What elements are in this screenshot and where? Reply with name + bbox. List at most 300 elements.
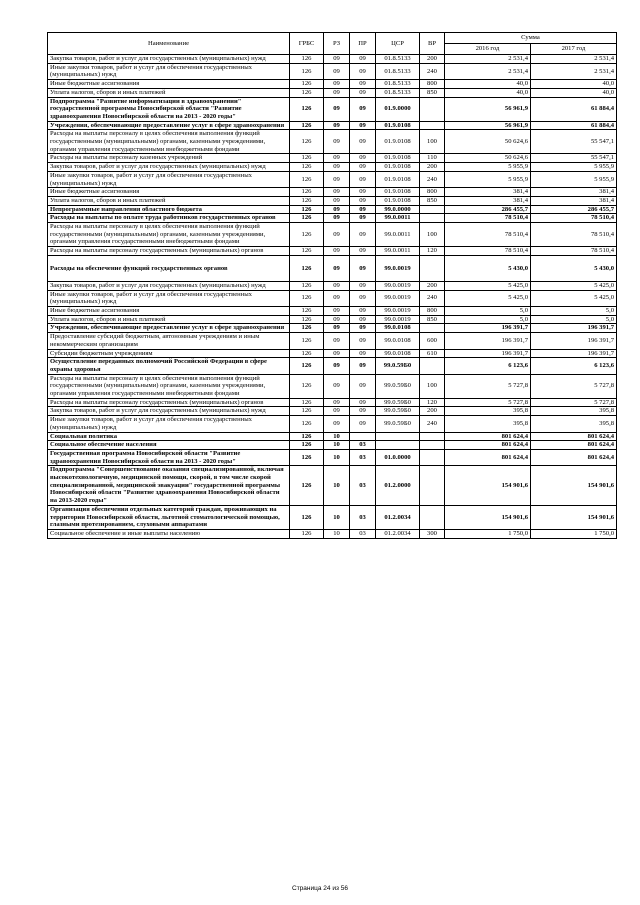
row-csr: 01.9.0108 <box>376 121 420 130</box>
row-rz: 09 <box>324 80 350 89</box>
row-grbs: 126 <box>290 196 324 205</box>
row-sum-2017: 801 624,4 <box>531 432 617 441</box>
row-sum-2017: 154 901,6 <box>531 505 617 529</box>
row-name: Иные закупки товаров, работ и услуг для обеспечения государственных (муниципальных) нужд <box>48 63 290 79</box>
row-sum-2016: 5 430,0 <box>445 255 531 281</box>
row-vr: 120 <box>420 398 445 407</box>
row-rz: 09 <box>324 97 350 121</box>
row-sum-2016: 50 624,6 <box>445 154 531 163</box>
row-grbs: 126 <box>290 121 324 130</box>
row-name: Расходы на выплаты персоналу государственных (муниципальных) органов <box>48 247 290 256</box>
row-sum-2016: 1 750,0 <box>445 529 531 538</box>
row-vr: 240 <box>420 290 445 306</box>
row-sum-2016: 5 955,9 <box>445 171 531 187</box>
row-sum-2017: 5,0 <box>531 306 617 315</box>
row-vr: 240 <box>420 63 445 79</box>
row-sum-2017: 5 727,8 <box>531 398 617 407</box>
row-rz: 10 <box>324 449 350 465</box>
row-csr: 99.0.59Б0 <box>376 374 420 398</box>
header-rz: РЗ <box>324 33 350 55</box>
row-pr: 09 <box>350 196 376 205</box>
row-rz: 09 <box>324 196 350 205</box>
row-name: Иные закупки товаров, работ и услуг для обеспечения государственных (муниципальных) нужд <box>48 171 290 187</box>
row-grbs: 126 <box>290 306 324 315</box>
row-name: Закупка товаров, работ и услуг для государственных (муниципальных) нужд <box>48 55 290 64</box>
row-vr: 240 <box>420 416 445 432</box>
page-number: Страница 24 из 56 <box>292 885 348 892</box>
row-vr: 610 <box>420 349 445 358</box>
row-sum-2016: 78 510,4 <box>445 247 531 256</box>
row-grbs: 126 <box>290 398 324 407</box>
row-sum-2017: 5 727,8 <box>531 374 617 398</box>
row-sum-2016: 5 955,9 <box>445 163 531 172</box>
row-name: Закупка товаров, работ и услуг для государственных (муниципальных) нужд <box>48 281 290 290</box>
row-name: Организация обеспечения отдельных категорий граждан, проживающих на территории Новосибирской области, льготной стоматологической помощью, глазными протезированием, слуховыми аппаратами <box>48 505 290 529</box>
row-pr: 09 <box>350 154 376 163</box>
table-row <box>48 398 617 407</box>
row-sum-2016: 56 961,9 <box>445 121 531 130</box>
row-sum-2017: 5,0 <box>531 315 617 324</box>
row-name: Государственная программа Новосибирской области "Развитие здравоохранения Новосибирской области на 2013 - 2020 годы" <box>48 449 290 465</box>
row-pr: 09 <box>350 374 376 398</box>
row-csr: 01.9.0108 <box>376 163 420 172</box>
header-vr: ВР <box>420 33 445 55</box>
row-pr: 03 <box>350 449 376 465</box>
row-rz: 09 <box>324 416 350 432</box>
table-row <box>48 154 617 163</box>
header-sum: Сумма <box>445 33 617 44</box>
row-name: Предоставление субсидий бюджетным, автономным учреждениям и иным некоммерческим организациям <box>48 333 290 349</box>
table-row <box>48 290 617 306</box>
row-rz: 09 <box>324 306 350 315</box>
row-sum-2017: 61 884,4 <box>531 121 617 130</box>
row-sum-2017: 1 750,0 <box>531 529 617 538</box>
row-name: Социальное обеспечение и иные выплаты населению <box>48 529 290 538</box>
row-rz: 10 <box>324 432 350 441</box>
row-name: Осуществление переданных полномочий Российской Федерации в сфере охраны здоровья <box>48 358 290 374</box>
row-sum-2016: 5 727,8 <box>445 398 531 407</box>
row-name: Расходы на выплаты персоналу в целях обеспечения выполнения функций государственными (муниципальными) органами, казенными учреждениями, органами управления государственными внебюджетными фондами <box>48 223 290 247</box>
row-grbs: 126 <box>290 281 324 290</box>
table-row <box>48 441 617 450</box>
row-grbs: 126 <box>290 358 324 374</box>
row-name: Иные бюджетные ассигнования <box>48 306 290 315</box>
row-sum-2016: 381,4 <box>445 196 531 205</box>
row-sum-2016: 395,8 <box>445 407 531 416</box>
row-pr: 09 <box>350 88 376 97</box>
table-row <box>48 55 617 64</box>
row-name: Уплата налогов, сборов и иных платежей <box>48 315 290 324</box>
row-csr: 01.8.5133 <box>376 88 420 97</box>
table-row <box>48 97 617 121</box>
row-pr <box>350 432 376 441</box>
row-grbs: 126 <box>290 315 324 324</box>
row-name: Субсидии бюджетным учреждениям <box>48 349 290 358</box>
row-pr: 03 <box>350 505 376 529</box>
row-name: Иные закупки товаров, работ и услуг для обеспечения государственных (муниципальных) нужд <box>48 416 290 432</box>
row-grbs: 126 <box>290 466 324 506</box>
header-csr: ЦСР <box>376 33 420 55</box>
row-rz: 09 <box>324 88 350 97</box>
row-rz: 09 <box>324 63 350 79</box>
row-rz: 09 <box>324 205 350 214</box>
row-grbs: 126 <box>290 188 324 197</box>
row-vr <box>420 505 445 529</box>
row-csr: 99.0.59Б0 <box>376 416 420 432</box>
row-grbs: 126 <box>290 407 324 416</box>
row-sum-2017: 196 391,7 <box>531 349 617 358</box>
table-row <box>48 196 617 205</box>
row-csr <box>376 441 420 450</box>
row-sum-2016: 5,0 <box>445 315 531 324</box>
row-rz: 09 <box>324 407 350 416</box>
row-csr: 01.9.0108 <box>376 130 420 154</box>
row-pr: 09 <box>350 290 376 306</box>
row-csr: 01.8.5133 <box>376 55 420 64</box>
row-rz: 09 <box>324 130 350 154</box>
row-sum-2017: 286 455,7 <box>531 205 617 214</box>
row-sum-2017: 154 901,6 <box>531 466 617 506</box>
row-rz: 09 <box>324 223 350 247</box>
row-vr <box>420 432 445 441</box>
row-rz: 09 <box>324 290 350 306</box>
row-sum-2016: 50 624,6 <box>445 130 531 154</box>
row-vr <box>420 205 445 214</box>
row-vr <box>420 466 445 506</box>
table-row <box>48 432 617 441</box>
row-sum-2016: 40,0 <box>445 80 531 89</box>
row-sum-2017: 40,0 <box>531 88 617 97</box>
row-sum-2016: 6 123,6 <box>445 358 531 374</box>
row-sum-2017: 6 123,6 <box>531 358 617 374</box>
row-vr: 800 <box>420 306 445 315</box>
row-rz: 09 <box>324 281 350 290</box>
row-sum-2016: 381,4 <box>445 188 531 197</box>
row-vr: 200 <box>420 163 445 172</box>
row-pr: 09 <box>350 407 376 416</box>
row-grbs: 126 <box>290 324 324 333</box>
table-row <box>48 188 617 197</box>
row-vr: 850 <box>420 88 445 97</box>
row-pr: 09 <box>350 171 376 187</box>
row-name: Расходы на выплаты персоналу казенных учреждений <box>48 154 290 163</box>
row-name: Подпрограмма "Развитие информатизации в здравоохранении" государственной программы Новосибирской области "Развитие здравоохранения Новосибирской области на 2013 - 2020 годы" <box>48 97 290 121</box>
row-pr: 09 <box>350 97 376 121</box>
row-grbs: 126 <box>290 97 324 121</box>
row-sum-2016: 2 531,4 <box>445 55 531 64</box>
row-vr: 850 <box>420 315 445 324</box>
row-grbs: 126 <box>290 255 324 281</box>
row-sum-2017: 55 547,1 <box>531 130 617 154</box>
table-row <box>48 416 617 432</box>
header-grbs: ГРБС <box>290 33 324 55</box>
table-row <box>48 63 617 79</box>
row-vr <box>420 441 445 450</box>
row-csr: 99.0.0019 <box>376 281 420 290</box>
row-pr: 09 <box>350 306 376 315</box>
row-name: Уплата налогов, сборов и иных платежей <box>48 196 290 205</box>
row-name: Непрограммные направления областного бюджета <box>48 205 290 214</box>
row-grbs: 126 <box>290 290 324 306</box>
table-row <box>48 324 617 333</box>
row-sum-2016: 801 624,4 <box>445 449 531 465</box>
row-csr: 99.0.0011 <box>376 214 420 223</box>
row-name: Расходы на выплаты по оплате труда работников государственных органов <box>48 214 290 223</box>
row-rz: 09 <box>324 358 350 374</box>
row-grbs: 126 <box>290 130 324 154</box>
row-csr: 99.0.0108 <box>376 349 420 358</box>
row-vr <box>420 324 445 333</box>
row-name: Учреждения, обеспечивающие предоставление услуг в сфере здравоохранения <box>48 324 290 333</box>
table-row <box>48 505 617 529</box>
row-grbs: 126 <box>290 333 324 349</box>
row-name: Расходы на выплаты персоналу государственных (муниципальных) органов <box>48 398 290 407</box>
header-2017: 2017 год <box>531 44 617 55</box>
table-row <box>48 223 617 247</box>
row-name: Иные бюджетные ассигнования <box>48 80 290 89</box>
row-grbs: 126 <box>290 449 324 465</box>
row-csr: 01.9.0108 <box>376 188 420 197</box>
row-pr: 09 <box>350 188 376 197</box>
table-row <box>48 247 617 256</box>
row-vr: 200 <box>420 55 445 64</box>
row-grbs: 126 <box>290 374 324 398</box>
row-rz: 09 <box>324 55 350 64</box>
row-grbs: 126 <box>290 88 324 97</box>
row-name: Учреждения, обеспечивающие предоставление услуг в сфере здравоохранения <box>48 121 290 130</box>
table-row <box>48 466 617 506</box>
row-grbs: 126 <box>290 214 324 223</box>
row-vr: 120 <box>420 247 445 256</box>
row-sum-2017: 2 531,4 <box>531 55 617 64</box>
row-vr: 100 <box>420 130 445 154</box>
table-row <box>48 80 617 89</box>
row-sum-2017: 5 955,9 <box>531 163 617 172</box>
row-grbs: 126 <box>290 432 324 441</box>
row-rz: 09 <box>324 349 350 358</box>
row-sum-2017: 78 510,4 <box>531 247 617 256</box>
row-name: Подпрограмма "Совершенствование оказания специализированной, включая высокотехнологичную, медицинской помощи, скорой, в том числе скорой специализированной, медицинской эвакуации" государственной программы Новосибирской области "Развитие здравоохранения Новосибирской области на 2013-2020 годы" <box>48 466 290 506</box>
row-csr: 99.0.59Б0 <box>376 407 420 416</box>
row-sum-2017: 61 884,4 <box>531 97 617 121</box>
row-vr: 100 <box>420 223 445 247</box>
row-csr: 99.0.0108 <box>376 324 420 333</box>
budget-table <box>47 32 617 539</box>
row-sum-2017: 801 624,4 <box>531 449 617 465</box>
row-vr: 200 <box>420 281 445 290</box>
row-grbs: 126 <box>290 223 324 247</box>
row-rz: 10 <box>324 505 350 529</box>
row-vr: 100 <box>420 374 445 398</box>
row-sum-2016: 2 531,4 <box>445 63 531 79</box>
row-grbs: 126 <box>290 247 324 256</box>
table-row <box>48 449 617 465</box>
row-sum-2016: 78 510,4 <box>445 223 531 247</box>
row-rz: 09 <box>324 324 350 333</box>
row-name: Уплата налогов, сборов и иных платежей <box>48 88 290 97</box>
row-csr: 99.0.0108 <box>376 333 420 349</box>
row-pr: 03 <box>350 466 376 506</box>
row-csr: 99.0.0019 <box>376 315 420 324</box>
row-sum-2017: 78 510,4 <box>531 223 617 247</box>
row-grbs: 126 <box>290 416 324 432</box>
row-sum-2017: 40,0 <box>531 80 617 89</box>
row-pr: 09 <box>350 130 376 154</box>
row-sum-2017: 5 425,0 <box>531 290 617 306</box>
row-pr: 09 <box>350 416 376 432</box>
row-grbs: 126 <box>290 80 324 89</box>
row-name: Расходы на выплаты персоналу в целях обеспечения выполнения функций государственными (муниципальными) органами, казенными учреждениями, органами управления государственными внебюджетными фондами <box>48 130 290 154</box>
row-sum-2016: 801 624,4 <box>445 432 531 441</box>
row-name: Социальная политика <box>48 432 290 441</box>
row-grbs: 126 <box>290 349 324 358</box>
row-pr: 09 <box>350 358 376 374</box>
row-csr: 99.0.0000 <box>376 205 420 214</box>
row-sum-2017: 196 391,7 <box>531 333 617 349</box>
row-pr: 09 <box>350 398 376 407</box>
row-pr: 09 <box>350 223 376 247</box>
table-row <box>48 407 617 416</box>
row-sum-2017: 55 547,1 <box>531 154 617 163</box>
row-vr: 240 <box>420 171 445 187</box>
header-2016: 2016 год <box>445 44 531 55</box>
row-vr: 800 <box>420 80 445 89</box>
row-csr: 01.9.0108 <box>376 171 420 187</box>
row-pr: 09 <box>350 315 376 324</box>
row-csr: 99.0.59Б0 <box>376 358 420 374</box>
row-sum-2016: 5,0 <box>445 306 531 315</box>
row-grbs: 126 <box>290 63 324 79</box>
row-sum-2016: 196 391,7 <box>445 349 531 358</box>
row-sum-2017: 801 624,4 <box>531 441 617 450</box>
row-sum-2016: 801 624,4 <box>445 441 531 450</box>
row-name: Иные бюджетные ассигнования <box>48 188 290 197</box>
row-pr: 09 <box>350 214 376 223</box>
row-name: Иные закупки товаров, работ и услуг для обеспечения государственных (муниципальных) нужд <box>48 290 290 306</box>
table-row <box>48 171 617 187</box>
row-sum-2017: 381,4 <box>531 196 617 205</box>
row-vr: 300 <box>420 529 445 538</box>
row-pr: 09 <box>350 255 376 281</box>
table-row <box>48 205 617 214</box>
row-rz: 09 <box>324 247 350 256</box>
row-sum-2016: 154 901,6 <box>445 505 531 529</box>
row-grbs: 126 <box>290 529 324 538</box>
row-rz: 10 <box>324 441 350 450</box>
table-row <box>48 349 617 358</box>
row-name: Расходы на обеспечение функций государственных органов <box>48 255 290 281</box>
row-rz: 09 <box>324 315 350 324</box>
row-pr: 09 <box>350 281 376 290</box>
row-csr: 01.2.0034 <box>376 529 420 538</box>
row-vr <box>420 121 445 130</box>
row-pr: 09 <box>350 247 376 256</box>
row-sum-2016: 56 961,9 <box>445 97 531 121</box>
row-csr: 01.8.5133 <box>376 80 420 89</box>
row-pr: 09 <box>350 205 376 214</box>
row-rz: 09 <box>324 333 350 349</box>
row-csr: 99.0.0019 <box>376 255 420 281</box>
header-pr: ПР <box>350 33 376 55</box>
row-sum-2017: 395,8 <box>531 416 617 432</box>
row-rz: 09 <box>324 171 350 187</box>
row-name: Расходы на выплаты персоналу в целях обеспечения выполнения функций государственными (муниципальными) органами, казенными учреждениями, органами управления государственными внебюджетными фондами <box>48 374 290 398</box>
row-csr <box>376 432 420 441</box>
row-pr: 03 <box>350 529 376 538</box>
row-rz: 09 <box>324 255 350 281</box>
row-vr: 600 <box>420 333 445 349</box>
row-pr: 09 <box>350 333 376 349</box>
row-sum-2017: 5 430,0 <box>531 255 617 281</box>
row-sum-2017: 395,8 <box>531 407 617 416</box>
row-grbs: 126 <box>290 154 324 163</box>
row-vr: 110 <box>420 154 445 163</box>
row-name: Социальное обеспечение населения <box>48 441 290 450</box>
row-csr: 99.0.0011 <box>376 247 420 256</box>
row-rz: 10 <box>324 529 350 538</box>
row-grbs: 126 <box>290 171 324 187</box>
row-vr <box>420 214 445 223</box>
table-row <box>48 306 617 315</box>
row-csr: 01.8.5133 <box>376 63 420 79</box>
row-vr: 800 <box>420 188 445 197</box>
row-sum-2017: 5 425,0 <box>531 281 617 290</box>
row-csr: 01.2.0000 <box>376 466 420 506</box>
row-sum-2016: 78 510,4 <box>445 214 531 223</box>
table-row <box>48 163 617 172</box>
row-vr: 200 <box>420 407 445 416</box>
row-csr: 01.9.0108 <box>376 154 420 163</box>
table-body <box>48 55 617 539</box>
row-grbs: 126 <box>290 55 324 64</box>
row-grbs: 126 <box>290 163 324 172</box>
table-row <box>48 281 617 290</box>
row-pr: 09 <box>350 163 376 172</box>
table-row <box>48 315 617 324</box>
row-pr: 09 <box>350 121 376 130</box>
table-row <box>48 121 617 130</box>
row-csr: 99.0.59Б0 <box>376 398 420 407</box>
row-sum-2016: 154 901,6 <box>445 466 531 506</box>
row-rz: 09 <box>324 188 350 197</box>
header-name: Наименование <box>48 33 290 55</box>
row-sum-2016: 5 425,0 <box>445 281 531 290</box>
row-name: Закупка товаров, работ и услуг для государственных (муниципальных) нужд <box>48 163 290 172</box>
row-grbs: 126 <box>290 441 324 450</box>
row-csr: 99.0.0019 <box>376 306 420 315</box>
row-csr: 99.0.0019 <box>376 290 420 306</box>
table-row <box>48 130 617 154</box>
row-vr <box>420 358 445 374</box>
row-sum-2016: 40,0 <box>445 88 531 97</box>
row-grbs: 126 <box>290 505 324 529</box>
row-csr: 01.9.0000 <box>376 97 420 121</box>
row-sum-2017: 381,4 <box>531 188 617 197</box>
row-sum-2016: 5 727,8 <box>445 374 531 398</box>
row-sum-2017: 196 391,7 <box>531 324 617 333</box>
row-rz: 10 <box>324 466 350 506</box>
row-csr: 01.2.0034 <box>376 505 420 529</box>
row-sum-2016: 286 455,7 <box>445 205 531 214</box>
row-rz: 09 <box>324 163 350 172</box>
row-rz: 09 <box>324 398 350 407</box>
row-sum-2016: 196 391,7 <box>445 333 531 349</box>
row-csr: 01.9.0108 <box>376 196 420 205</box>
table-row <box>48 88 617 97</box>
row-sum-2016: 5 425,0 <box>445 290 531 306</box>
row-sum-2016: 395,8 <box>445 416 531 432</box>
row-grbs: 126 <box>290 205 324 214</box>
